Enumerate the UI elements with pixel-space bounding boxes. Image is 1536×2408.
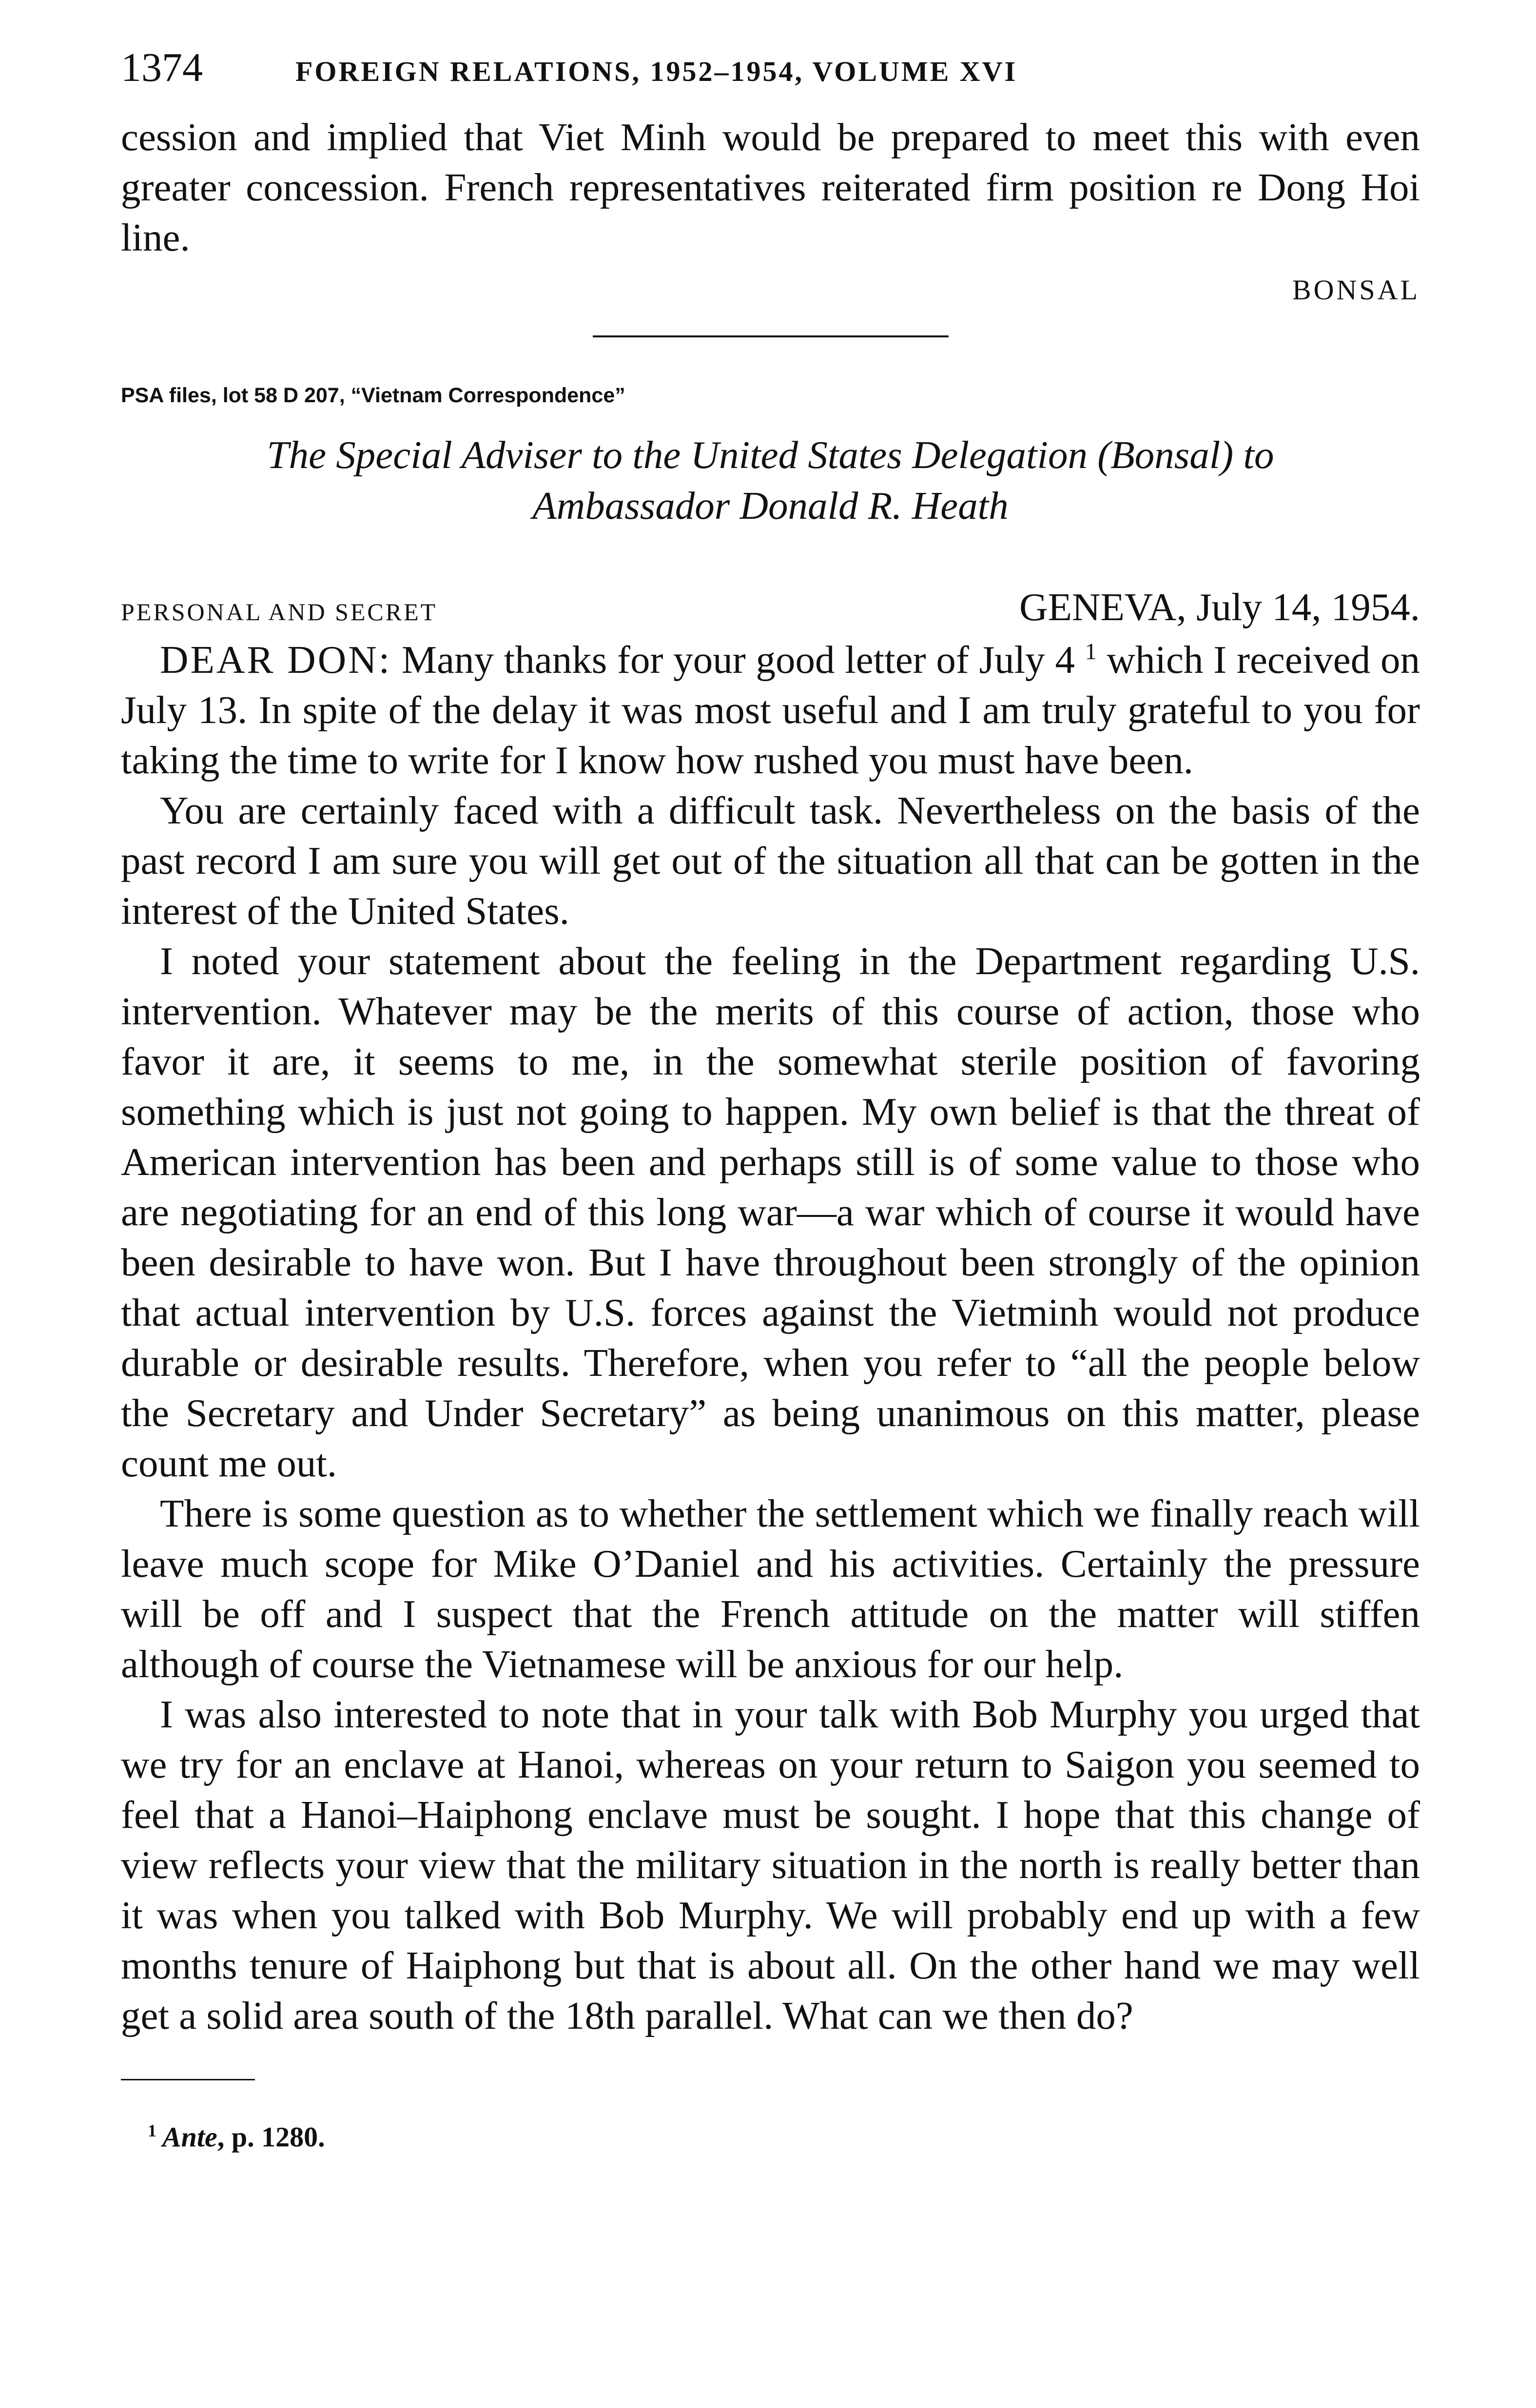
letter-paragraph: There is some question as to whether the settlement which we finally reach will leave much scope for Mike O’Daniel and his activities. Certainly the pressure will be off and I suspect that the French attitude on the matter will stiffen although of course the Vietnamese will be anxious for our help. [121,1491,1420,1686]
classification: PERSONAL AND SECRET [121,598,438,626]
paragraph-text: which I received on July 13. In spite of the delay it was most useful and I am truly grateful to you for taking the time to write for I know how rushed you must have been. [121,638,1420,782]
heading-line-1: The Special Adviser to the United States Delegation (Bonsal) to [267,433,1274,477]
footnote-reference: 1 [1085,639,1097,665]
page-number: 1374 [121,45,203,90]
letter-paragraph: I was also interested to note that in your talk with Bob Murphy you urged that we try for an enclave at Hanoi, whereas on your return to Saigon you seemed to feel that a Hanoi–Haiphong enclave must be sought. I hope that this change of view reflects your view that the military situation in the north is really better than it was when you talked with Bob Murphy. We will probably end up with a few months tenure of Haiphong but that is about all. On the other hand we may well get a solid area south of the 18th parallel. What can we then do? [121,1692,1420,2037]
signature: BONSAL [1292,274,1420,306]
footnote-mark: 1 [148,2121,156,2140]
running-header [121,44,1420,112]
letter-document [121,384,1420,2041]
salutation: DEAR DON: [160,638,392,682]
running-title: FOREIGN RELATIONS, 1952–1954, VOLUME XVI [295,56,1018,87]
heading-line-2: Ambassador Donald R. Heath [532,484,1009,528]
footnote [148,2114,1420,2154]
document-separator [593,335,949,337]
previous-document-ending [121,112,1420,306]
previous-document-text: cession and implied that Viet Minh would be prepared to meet this with even greater concession. French representatives reiterated firm position re Dong Hoi line. [121,115,1420,259]
paragraph-text: Many thanks for your good letter of July 4 [402,638,1075,682]
footnote-text: , p. 1280. [217,2121,325,2153]
footnote-label: Ante [162,2121,217,2153]
source-citation: PSA files, lot 58 D 207, “Vietnam Correspondence” [121,384,625,407]
document-page [121,44,1420,2154]
letter-paragraph: I noted your statement about the feeling in the Department regarding U.S. intervention. Whatever may be the merits of this course of action, those who favor it are, it seems to me, in the somewhat sterile position of favoring something which is just not going to happen. My own belief is that the threat of American intervention has been and perhaps still is of some value to those who are negotiating for an end of this long war—a war which of course it would have been desirable to have won. But I have throughout been strongly of the opinion that actual intervention by U.S. forces against the Vietminh would not produce durable or desirable results. Therefore, when you refer to “all the people below the Secretary and Under Secretary” as being unanimous on this matter, please count me out. [121,939,1420,1485]
document-heading [121,430,1420,531]
footnote-separator [121,2079,255,2080]
dateline: GENEVA, July 14, 1954. [1019,585,1420,629]
letter-paragraph: You are certainly faced with a difficult task. Nevertheless on the basis of the past record I am sure you will get out of the situation all that can be gotten in the interest of the United States. [121,788,1420,933]
letter-paragraph [121,635,1420,785]
dateline-row [121,585,1420,630]
